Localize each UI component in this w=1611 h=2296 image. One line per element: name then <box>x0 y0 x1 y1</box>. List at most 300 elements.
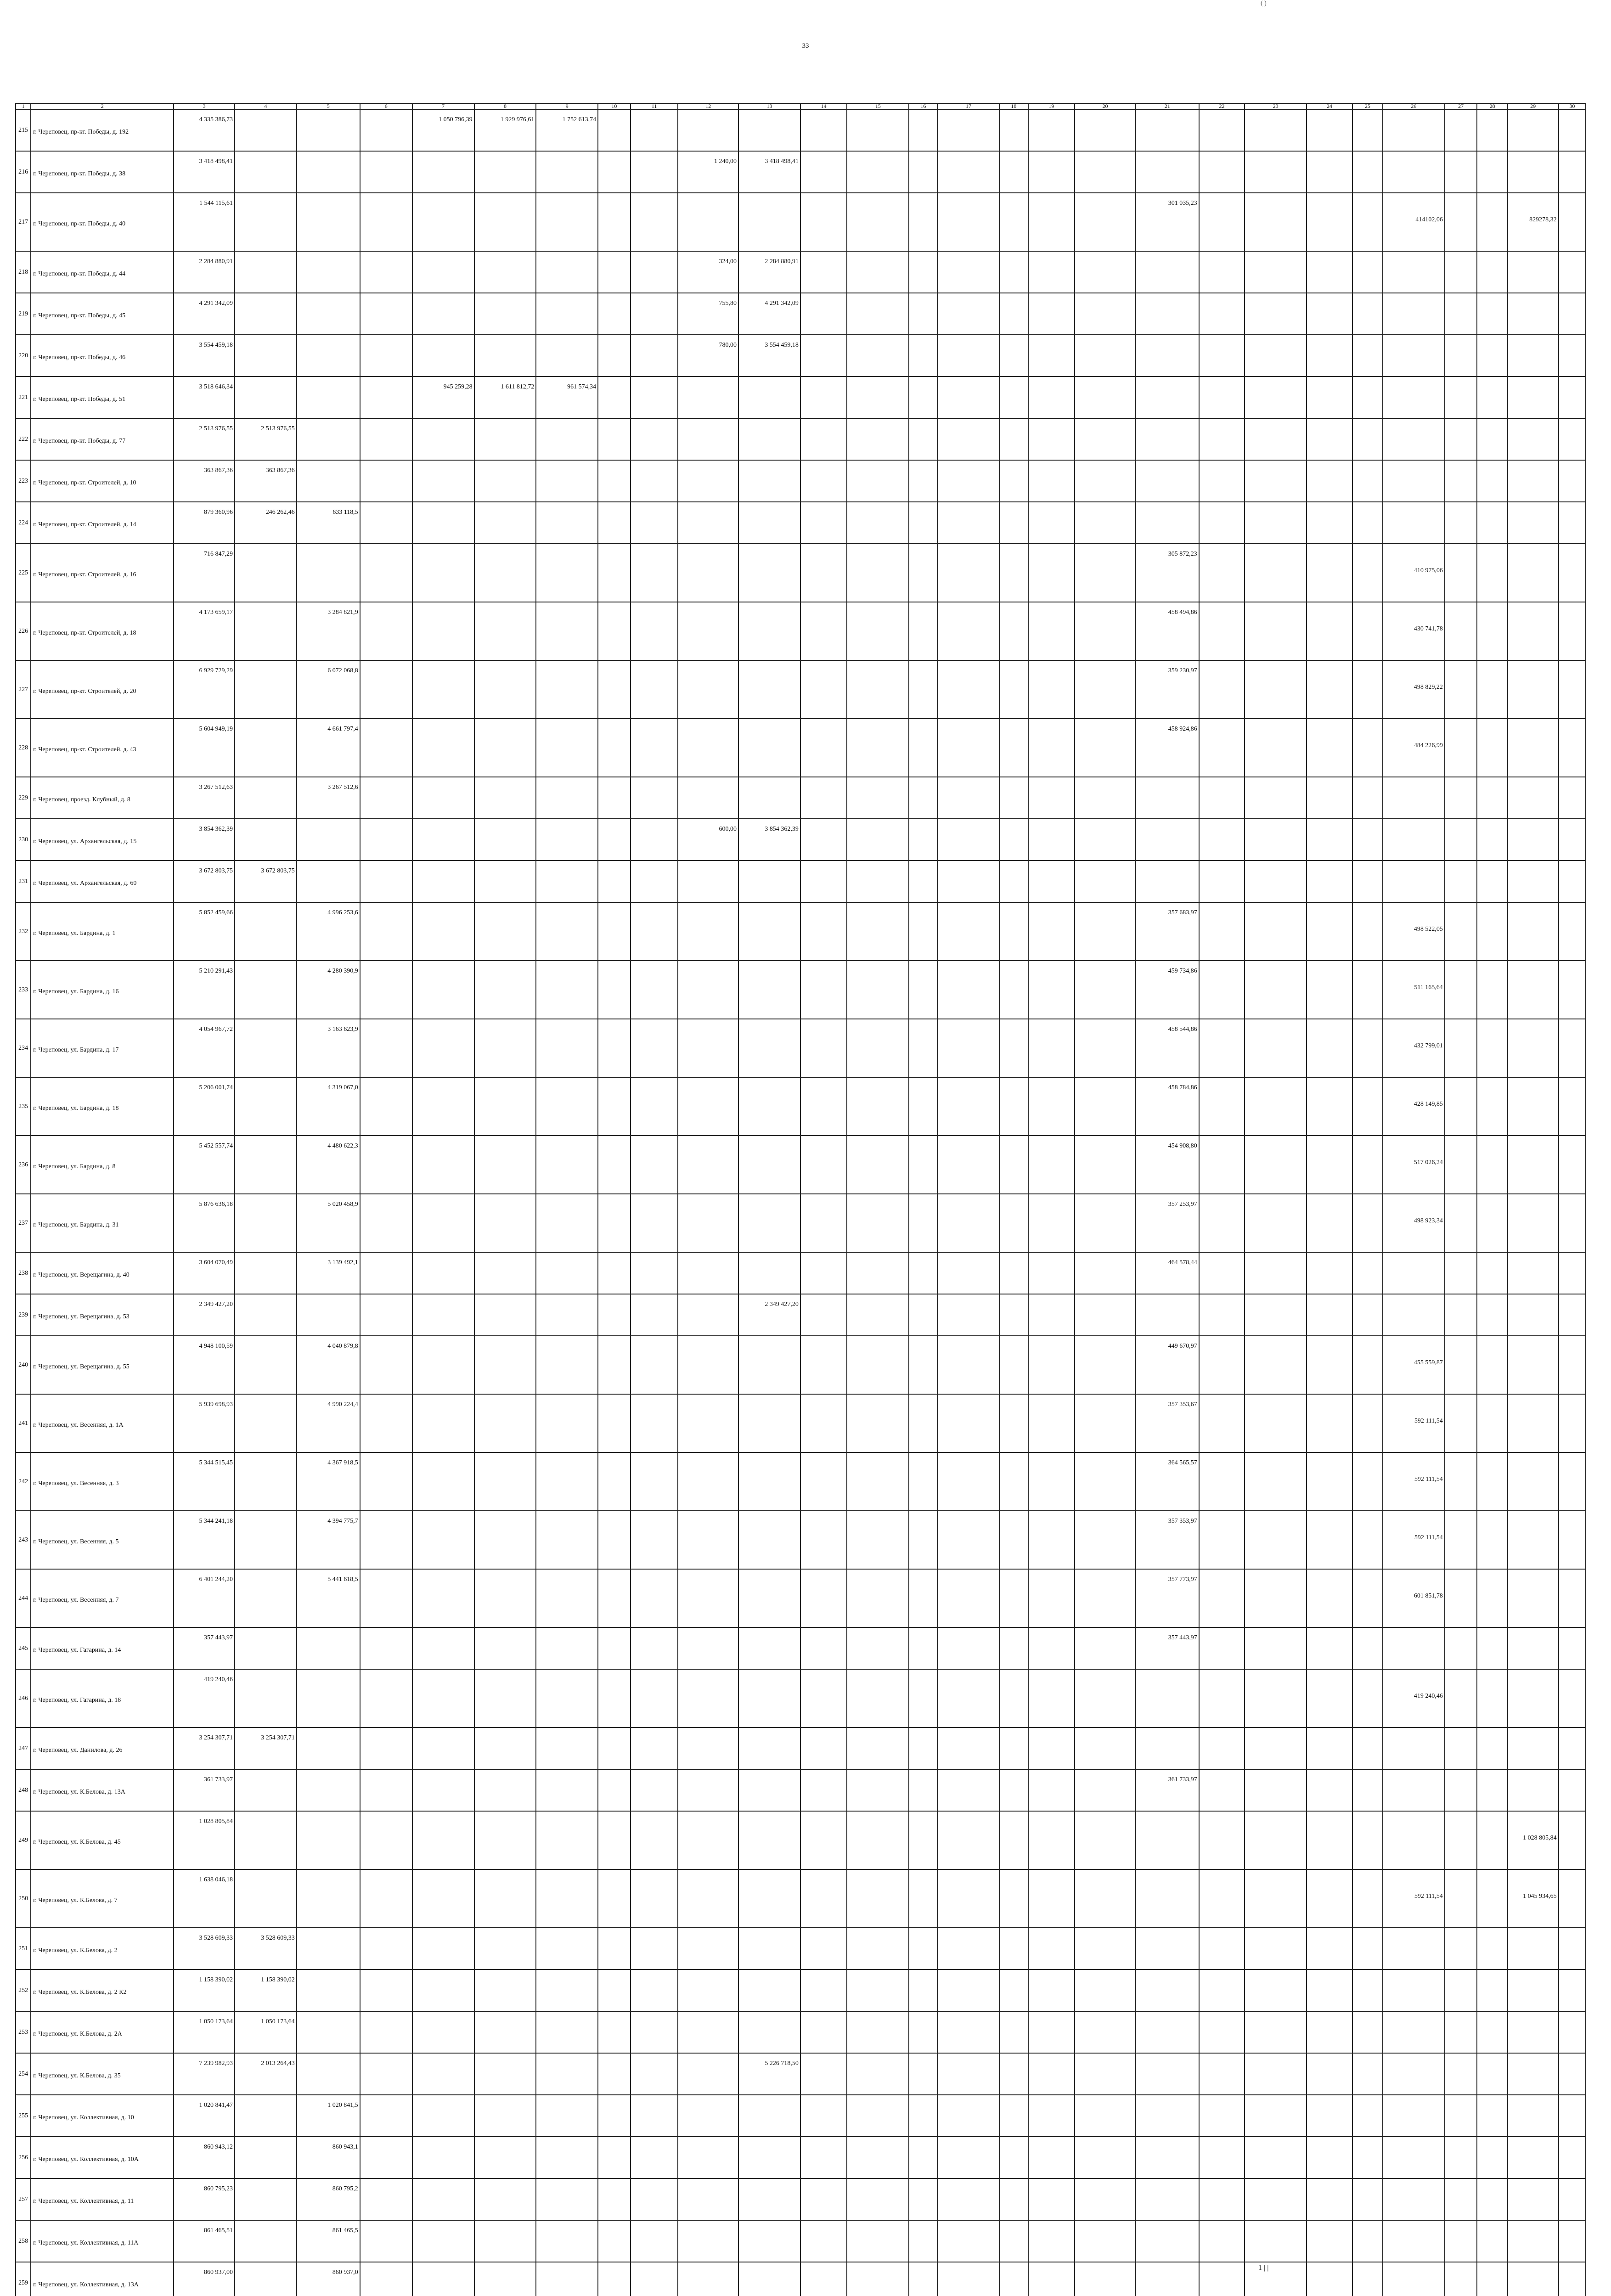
empty-cell <box>1352 1077 1383 1136</box>
empty-cell <box>474 1869 536 1928</box>
empty-cell <box>1508 1252 1559 1294</box>
empty-cell <box>297 1928 360 1970</box>
empty-cell <box>1245 1452 1307 1511</box>
empty-cell <box>631 1811 678 1869</box>
empty-cell <box>235 1452 297 1511</box>
empty-cell <box>1559 109 1586 151</box>
empty-cell <box>738 1452 800 1511</box>
empty-cell <box>536 2262 598 2296</box>
empty-cell <box>1383 2178 1445 2220</box>
empty-cell <box>1559 2137 1586 2178</box>
empty-cell <box>1559 1669 1586 1728</box>
empty-cell <box>678 502 738 544</box>
empty-cell <box>1075 2178 1136 2220</box>
table-row <box>16 2137 1586 2178</box>
empty-cell <box>536 1569 598 1627</box>
empty-cell <box>1445 251 1477 293</box>
empty-cell <box>1508 1077 1559 1136</box>
empty-cell <box>937 377 999 418</box>
empty-cell <box>1477 1627 1507 1669</box>
empty-cell <box>598 2011 631 2053</box>
row-number: 253 <box>16 2011 31 2053</box>
empty-cell <box>412 502 474 544</box>
empty-cell <box>474 2053 536 2095</box>
empty-cell <box>678 1511 738 1569</box>
empty-cell <box>412 2053 474 2095</box>
empty-cell <box>1307 502 1352 544</box>
empty-cell <box>1477 1019 1507 1077</box>
empty-cell <box>1508 660 1559 719</box>
amount-cell: 1 050 173,64 <box>174 2011 235 2053</box>
empty-cell <box>1445 1728 1477 1769</box>
empty-cell <box>1508 544 1559 602</box>
column-number: 14 <box>800 103 847 109</box>
table-row <box>16 1077 1586 1136</box>
empty-cell <box>909 1728 937 1769</box>
empty-cell <box>847 961 909 1019</box>
empty-cell <box>1307 2220 1352 2262</box>
column-number: 18 <box>999 103 1028 109</box>
amount-cell: 419 240,46 <box>174 1669 235 1728</box>
amount-cell: 511 165,64 <box>1383 961 1445 1019</box>
empty-cell <box>847 1252 909 1294</box>
empty-cell <box>1445 719 1477 777</box>
amount-cell: 3 418 498,41 <box>738 151 800 193</box>
empty-cell <box>235 2220 297 2262</box>
address-cell: г. Череповец, ул. Бардина, д. 17 <box>31 1019 174 1077</box>
empty-cell <box>937 1077 999 1136</box>
empty-cell <box>631 418 678 460</box>
empty-cell <box>847 1336 909 1394</box>
empty-cell <box>1075 2095 1136 2137</box>
empty-cell <box>1445 502 1477 544</box>
empty-cell <box>1028 1511 1075 1569</box>
empty-cell <box>738 902 800 961</box>
amount-cell: 5 852 459,66 <box>174 902 235 961</box>
empty-cell <box>1075 2011 1136 2053</box>
row-number: 225 <box>16 544 31 602</box>
empty-cell <box>937 1452 999 1511</box>
empty-cell <box>235 2262 297 2296</box>
empty-cell <box>800 502 847 544</box>
empty-cell <box>598 2137 631 2178</box>
empty-cell <box>1508 251 1559 293</box>
column-number: 3 <box>174 103 235 109</box>
empty-cell <box>1445 1669 1477 1728</box>
empty-cell <box>235 544 297 602</box>
empty-cell <box>1199 418 1245 460</box>
empty-cell <box>1075 1077 1136 1136</box>
amount-cell: 2 284 880,91 <box>174 251 235 293</box>
amount-cell: 517 026,24 <box>1383 1136 1445 1194</box>
empty-cell <box>474 1194 536 1252</box>
empty-cell <box>1028 1769 1075 1811</box>
row-number: 231 <box>16 861 31 902</box>
empty-cell <box>360 293 412 335</box>
empty-cell <box>800 293 847 335</box>
amount-cell: 357 353,67 <box>1136 1394 1199 1452</box>
empty-cell <box>1199 602 1245 660</box>
empty-cell <box>1136 2178 1199 2220</box>
empty-cell <box>1028 293 1075 335</box>
amount-cell: 4 335 386,73 <box>174 109 235 151</box>
empty-cell <box>360 1970 412 2011</box>
empty-cell <box>999 2137 1028 2178</box>
empty-cell <box>999 2178 1028 2220</box>
table-row <box>16 1769 1586 1811</box>
empty-cell <box>1245 2178 1307 2220</box>
empty-cell <box>1307 109 1352 151</box>
empty-cell <box>1352 777 1383 819</box>
empty-cell <box>235 151 297 193</box>
empty-cell <box>297 460 360 502</box>
empty-cell <box>536 660 598 719</box>
empty-cell <box>1075 377 1136 418</box>
empty-cell <box>678 1970 738 2011</box>
empty-cell <box>235 1869 297 1928</box>
empty-cell <box>800 2095 847 2137</box>
row-number: 215 <box>16 109 31 151</box>
empty-cell <box>738 1136 800 1194</box>
amount-cell: 432 799,01 <box>1383 1019 1445 1077</box>
empty-cell <box>1352 1869 1383 1928</box>
empty-cell <box>1199 293 1245 335</box>
empty-cell <box>598 1669 631 1728</box>
empty-cell <box>1445 1194 1477 1252</box>
empty-cell <box>1075 418 1136 460</box>
empty-cell <box>360 1769 412 1811</box>
empty-cell <box>1477 861 1507 902</box>
empty-cell <box>738 1077 800 1136</box>
table-row <box>16 660 1586 719</box>
empty-cell <box>536 819 598 861</box>
empty-cell <box>1508 819 1559 861</box>
amount-cell: 419 240,46 <box>1383 1669 1445 1728</box>
empty-cell <box>1028 544 1075 602</box>
empty-cell <box>360 1811 412 1869</box>
empty-cell <box>1136 2262 1199 2296</box>
empty-cell <box>1199 1019 1245 1077</box>
empty-cell <box>909 819 937 861</box>
empty-cell <box>1445 2095 1477 2137</box>
address-cell: г. Череповец, пр-кт. Победы, д. 40 <box>31 193 174 251</box>
empty-cell <box>1199 2262 1245 2296</box>
empty-cell <box>1383 2220 1445 2262</box>
empty-cell <box>847 2220 909 2262</box>
empty-cell <box>1199 1252 1245 1294</box>
empty-cell <box>360 2262 412 2296</box>
empty-cell <box>1477 2137 1507 2178</box>
empty-cell <box>297 418 360 460</box>
empty-cell <box>800 2220 847 2262</box>
amount-cell: 498 923,34 <box>1383 1194 1445 1252</box>
empty-cell <box>1199 544 1245 602</box>
empty-cell <box>412 1970 474 2011</box>
empty-cell <box>1477 335 1507 377</box>
empty-cell <box>800 2053 847 2095</box>
address-cell: г. Череповец, пр-кт. Победы, д. 45 <box>31 293 174 335</box>
table-row <box>16 544 1586 602</box>
column-number: 24 <box>1307 103 1352 109</box>
empty-cell <box>412 1452 474 1511</box>
empty-cell <box>360 1928 412 1970</box>
amount-cell: 860 943,12 <box>174 2137 235 2178</box>
empty-cell <box>631 293 678 335</box>
empty-cell <box>847 1928 909 1970</box>
empty-cell <box>536 251 598 293</box>
empty-cell <box>1199 819 1245 861</box>
empty-cell <box>1245 1811 1307 1869</box>
empty-cell <box>847 1569 909 1627</box>
table-row <box>16 1811 1586 1869</box>
empty-cell <box>1508 2011 1559 2053</box>
empty-cell <box>412 660 474 719</box>
table-row <box>16 1869 1586 1928</box>
empty-cell <box>412 1394 474 1452</box>
empty-cell <box>1307 1194 1352 1252</box>
empty-cell <box>937 1294 999 1336</box>
amount-cell: 2 013 264,43 <box>235 2053 297 2095</box>
empty-cell <box>1245 2053 1307 2095</box>
empty-cell <box>1559 961 1586 1019</box>
empty-cell <box>1028 1252 1075 1294</box>
amount-cell: 3 854 362,39 <box>174 819 235 861</box>
empty-cell <box>1245 1569 1307 1627</box>
empty-cell <box>1477 1728 1507 1769</box>
empty-cell <box>360 544 412 602</box>
empty-cell <box>847 1869 909 1928</box>
empty-cell <box>1383 377 1445 418</box>
amount-cell: 1 158 390,02 <box>235 1970 297 2011</box>
empty-cell <box>1136 251 1199 293</box>
amount-cell: 592 111,54 <box>1383 1394 1445 1452</box>
empty-cell <box>1028 251 1075 293</box>
empty-cell <box>1307 1569 1352 1627</box>
empty-cell <box>631 2011 678 2053</box>
empty-cell <box>1352 193 1383 251</box>
amount-cell: 600,00 <box>678 819 738 861</box>
repair-register-table <box>15 103 1586 2296</box>
empty-cell <box>598 2053 631 2095</box>
empty-cell <box>909 1194 937 1252</box>
address-cell: г. Череповец, пр-кт. Победы, д. 46 <box>31 335 174 377</box>
empty-cell <box>412 602 474 660</box>
empty-cell <box>536 2137 598 2178</box>
empty-cell <box>847 2095 909 2137</box>
column-number: 13 <box>738 103 800 109</box>
empty-cell <box>738 660 800 719</box>
empty-cell <box>1477 1928 1507 1970</box>
empty-cell <box>1477 1394 1507 1452</box>
empty-cell <box>598 1769 631 1811</box>
empty-cell <box>536 2178 598 2220</box>
empty-cell <box>909 109 937 151</box>
empty-cell <box>474 961 536 1019</box>
empty-cell <box>360 502 412 544</box>
amount-cell: 755,80 <box>678 293 738 335</box>
address-cell: г. Череповец, пр-кт. Строителей, д. 18 <box>31 602 174 660</box>
empty-cell <box>360 193 412 251</box>
empty-cell <box>1352 660 1383 719</box>
empty-cell <box>412 2095 474 2137</box>
empty-cell <box>678 1669 738 1728</box>
empty-cell <box>297 193 360 251</box>
empty-cell <box>631 335 678 377</box>
amount-cell: 458 924,86 <box>1136 719 1199 777</box>
empty-cell <box>1559 1252 1586 1294</box>
empty-cell <box>1245 293 1307 335</box>
amount-cell: 324,00 <box>678 251 738 293</box>
empty-cell <box>1383 418 1445 460</box>
empty-cell <box>235 1194 297 1252</box>
empty-cell <box>474 1252 536 1294</box>
empty-cell <box>847 109 909 151</box>
empty-cell <box>999 1728 1028 1769</box>
empty-cell <box>1477 1077 1507 1136</box>
empty-cell <box>1445 377 1477 418</box>
empty-cell <box>1445 2137 1477 2178</box>
empty-cell <box>800 251 847 293</box>
empty-cell <box>235 2137 297 2178</box>
empty-cell <box>360 1669 412 1728</box>
amount-cell: 4 280 390,9 <box>297 961 360 1019</box>
table-row <box>16 151 1586 193</box>
empty-cell <box>847 460 909 502</box>
empty-cell <box>536 1252 598 1294</box>
empty-cell <box>1199 961 1245 1019</box>
empty-cell <box>1245 460 1307 502</box>
empty-cell <box>360 460 412 502</box>
empty-cell <box>1199 660 1245 719</box>
amount-cell: 2 284 880,91 <box>738 251 800 293</box>
empty-cell <box>937 151 999 193</box>
empty-cell <box>1307 1336 1352 1394</box>
amount-cell: 361 733,97 <box>1136 1769 1199 1811</box>
empty-cell <box>1199 1077 1245 1136</box>
empty-cell <box>474 902 536 961</box>
empty-cell <box>412 1511 474 1569</box>
empty-cell <box>1307 2095 1352 2137</box>
empty-cell <box>1136 1811 1199 1869</box>
empty-cell <box>1075 1252 1136 1294</box>
empty-cell <box>1352 109 1383 151</box>
table-row <box>16 777 1586 819</box>
empty-cell <box>1477 251 1507 293</box>
empty-cell <box>1245 1336 1307 1394</box>
amount-cell: 363 867,36 <box>235 460 297 502</box>
empty-cell <box>297 2011 360 2053</box>
empty-cell <box>1445 819 1477 861</box>
empty-cell <box>631 1511 678 1569</box>
empty-cell <box>474 544 536 602</box>
table-row <box>16 1928 1586 1970</box>
amount-cell: 6 072 068,8 <box>297 660 360 719</box>
empty-cell <box>1508 377 1559 418</box>
empty-cell <box>1245 1669 1307 1728</box>
empty-cell <box>1245 335 1307 377</box>
empty-cell <box>297 1294 360 1336</box>
empty-cell <box>1352 1252 1383 1294</box>
empty-cell <box>1508 109 1559 151</box>
empty-cell <box>360 251 412 293</box>
empty-cell <box>297 151 360 193</box>
empty-cell <box>678 1769 738 1811</box>
empty-cell <box>1352 418 1383 460</box>
empty-cell <box>909 1869 937 1928</box>
empty-cell <box>598 544 631 602</box>
empty-cell <box>474 1336 536 1394</box>
empty-cell <box>1199 1769 1245 1811</box>
empty-cell <box>1352 1970 1383 2011</box>
empty-cell <box>999 2220 1028 2262</box>
empty-cell <box>937 777 999 819</box>
empty-cell <box>1508 418 1559 460</box>
empty-cell <box>909 2178 937 2220</box>
row-number: 244 <box>16 1569 31 1627</box>
empty-cell <box>598 861 631 902</box>
empty-cell <box>847 2011 909 2053</box>
empty-cell <box>999 2011 1028 2053</box>
amount-cell: 2 349 427,20 <box>174 1294 235 1336</box>
empty-cell <box>1559 1627 1586 1669</box>
empty-cell <box>1477 460 1507 502</box>
empty-cell <box>999 418 1028 460</box>
empty-cell <box>1559 1728 1586 1769</box>
table-row <box>16 1252 1586 1294</box>
empty-cell <box>1559 1869 1586 1928</box>
empty-cell <box>937 1511 999 1569</box>
empty-cell <box>1075 1811 1136 1869</box>
table-row <box>16 961 1586 1019</box>
empty-cell <box>909 151 937 193</box>
address-cell: г. Череповец, пр-кт. Победы, д. 192 <box>31 109 174 151</box>
empty-cell <box>1245 251 1307 293</box>
empty-cell <box>631 193 678 251</box>
empty-cell <box>1352 602 1383 660</box>
empty-cell <box>1352 544 1383 602</box>
empty-cell <box>847 1077 909 1136</box>
empty-cell <box>1136 861 1199 902</box>
empty-cell <box>1352 1336 1383 1394</box>
empty-cell <box>536 719 598 777</box>
empty-cell <box>1028 2262 1075 2296</box>
empty-cell <box>999 251 1028 293</box>
empty-cell <box>1477 1569 1507 1627</box>
empty-cell <box>1307 660 1352 719</box>
empty-cell <box>847 2178 909 2220</box>
empty-cell <box>937 1769 999 1811</box>
empty-cell <box>412 1811 474 1869</box>
empty-cell <box>847 1294 909 1336</box>
row-number: 234 <box>16 1019 31 1077</box>
empty-cell <box>909 2220 937 2262</box>
empty-cell <box>474 1728 536 1769</box>
empty-cell <box>678 660 738 719</box>
table-row <box>16 861 1586 902</box>
empty-cell <box>412 2137 474 2178</box>
amount-cell: 716 847,29 <box>174 544 235 602</box>
amount-cell: 3 528 609,33 <box>174 1928 235 1970</box>
address-cell: г. Череповец, ул. Коллективная, д. 13А <box>31 2262 174 2296</box>
amount-cell: 4 291 342,09 <box>738 293 800 335</box>
empty-cell <box>1245 1294 1307 1336</box>
amount-cell: 4 394 775,7 <box>297 1511 360 1569</box>
row-number: 251 <box>16 1928 31 1970</box>
empty-cell <box>999 151 1028 193</box>
empty-cell <box>412 460 474 502</box>
address-cell: г. Череповец, ул. К.Белова, д. 35 <box>31 2053 174 2095</box>
row-number: 222 <box>16 418 31 460</box>
